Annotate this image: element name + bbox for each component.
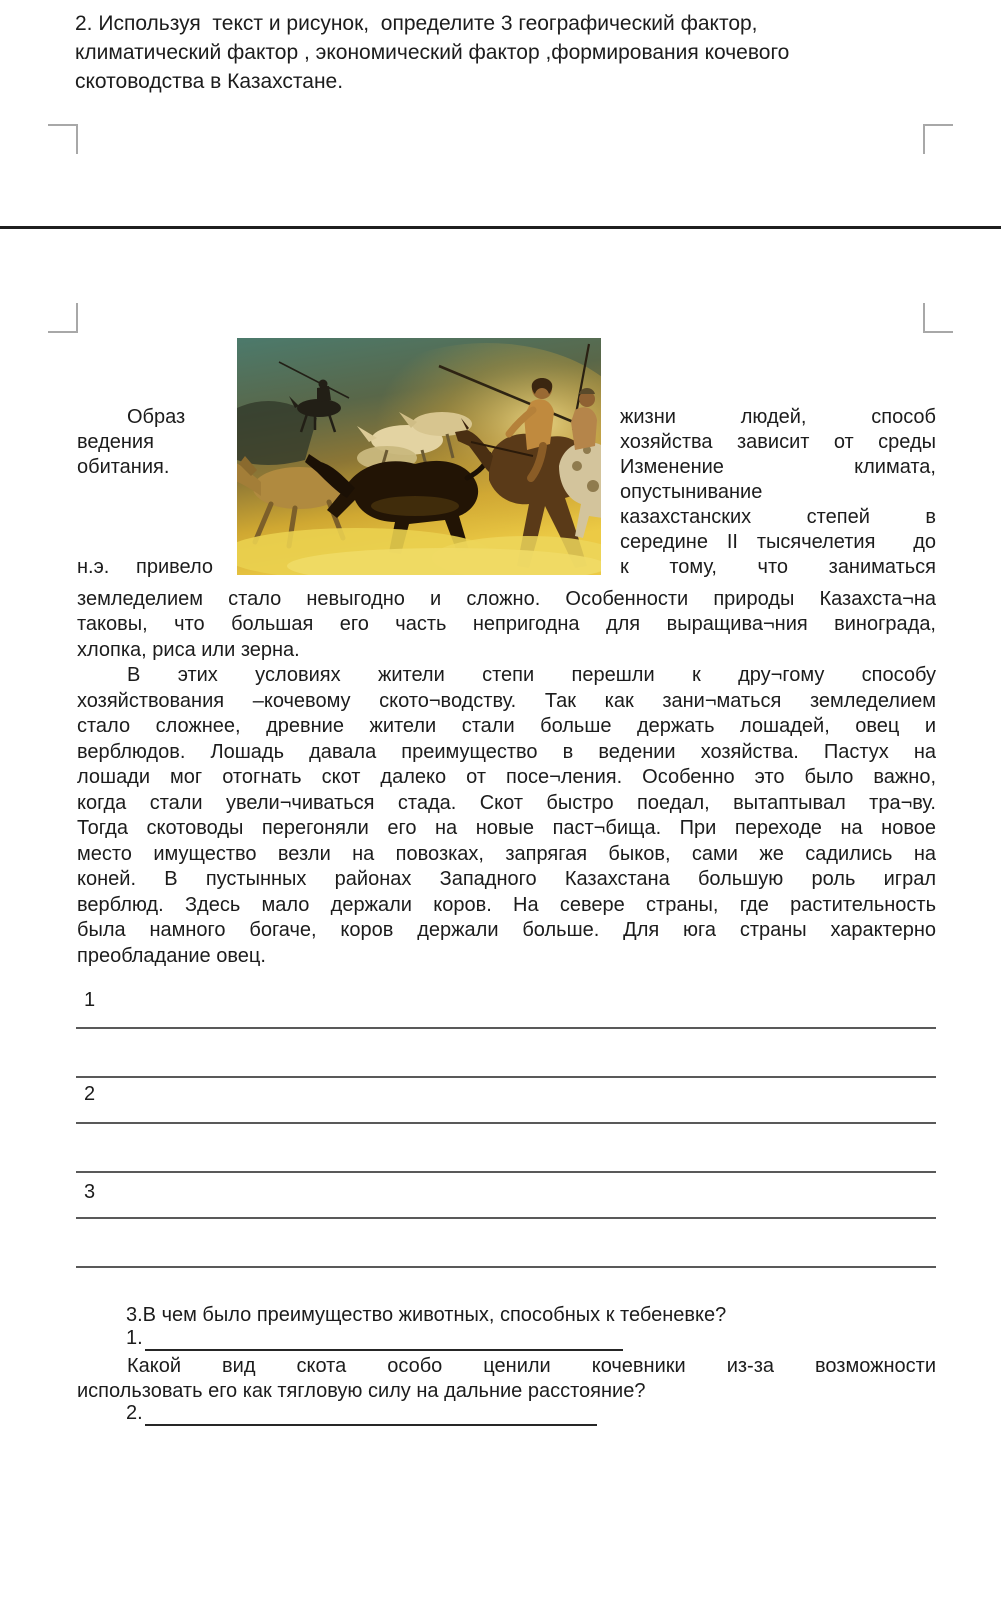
page-corner-mark <box>48 303 78 333</box>
nomad-horsemen-painting <box>237 338 601 575</box>
page-corner-mark <box>48 124 78 154</box>
paragraph-line: жизни людей, способ <box>620 406 936 428</box>
answer-blank-row-2 <box>126 1401 597 1426</box>
question-3-followup-line: Какой вид скота особо ценили кочевники из-за возможности <box>127 1355 936 1377</box>
page-corner-mark <box>923 303 953 333</box>
answer-ruled-line <box>76 1076 936 1078</box>
answer-number-2: 2 <box>84 1083 96 1105</box>
answer-blank-row-1 <box>126 1326 623 1351</box>
paragraph-line: В этих условиях жители степи перешли к дру¬гому способу <box>127 664 936 686</box>
paragraph-line: лошади мог отогнать скот далеко от посе¬ления. Особенно это было важно, <box>77 766 936 788</box>
paragraph-line: хозяйства зависит от среды <box>620 431 936 453</box>
answer-ruled-line <box>76 1217 936 1219</box>
answer-number-1: 1 <box>84 989 96 1011</box>
paragraph-line: верблюдов. Лошадь давала преимущество в ведении хозяйства. Пастух на <box>77 741 936 763</box>
paragraph-line: ведения <box>77 431 154 453</box>
paragraph-line: Изменение климата, <box>620 456 936 478</box>
paragraph-line: к тому, что заниматься <box>620 556 936 578</box>
paragraph-line: коней. В пустынных районах Западного Казахстана большую роль играл <box>77 868 936 890</box>
paragraph-line: верблюд. Здесь мало держали коров. На севере страны, где растительность <box>77 894 936 916</box>
question-3-followup-line: использовать его как тягловую силу на дальние расстояние? <box>77 1380 646 1402</box>
paragraph-line: обитания. <box>77 456 170 478</box>
answer-ruled-line <box>76 1266 936 1268</box>
blank-1-underline <box>145 1329 623 1351</box>
paragraph-line: казахстанских степей в <box>620 506 936 528</box>
paragraph-line: место имущество везли на повозках, запрягая быков, сами же садились на <box>77 843 936 865</box>
paragraph-line: преобладание овец. <box>77 945 266 967</box>
paragraph-line: земледелием стало невыгодно и сложно. Особенности природы Казахста¬на <box>77 588 936 610</box>
paragraph-line: опустынивание <box>620 481 763 503</box>
page-corner-mark <box>923 124 953 154</box>
task-title-line: климатический фактор , экономический фактор ,формирования кочевого <box>75 41 790 64</box>
paragraph-line: таковы, что большая его часть непригодна для выращива¬ния винограда, <box>77 613 936 635</box>
page-break-line <box>0 226 1001 229</box>
paragraph-line: Тогда скотоводы перегоняли его на новые паст¬бища. При переходе на новое <box>77 817 936 839</box>
answer-number-3: 3 <box>84 1181 96 1203</box>
paragraph-line: н.э. привело <box>77 556 213 578</box>
blank-2-label: 2. <box>126 1402 143 1424</box>
answer-ruled-line <box>76 1027 936 1029</box>
paragraph-line: была намного богаче, коров держали больше. Для юга страны характерно <box>77 919 936 941</box>
answer-ruled-line <box>76 1171 936 1173</box>
blank-1-label: 1. <box>126 1327 143 1349</box>
paragraph-line: хозяйствования –кочевому ското¬водству. Так как зани¬маться земледелием <box>77 690 936 712</box>
paragraph-line: стало сложнее, древние жители стали больше держать лошадей, овец и <box>77 715 936 737</box>
paragraph-line: когда стали увели¬чиваться стада. Скот быстро поедал, вытаптывал тра¬ву. <box>77 792 936 814</box>
paragraph-line: середине II тысячелетия до <box>620 531 936 553</box>
paragraph-line: Образ <box>127 406 186 428</box>
blank-2-underline <box>145 1404 597 1426</box>
question-3-text: 3.В чем было преимущество животных, способных к тебеневке? <box>126 1304 727 1326</box>
answer-ruled-line <box>76 1122 936 1124</box>
task-title-line: 2. Используя текст и рисунок, определите 3 географический фактор, <box>75 12 758 35</box>
task-title-line: скотоводства в Казахстане. <box>75 70 344 93</box>
paragraph-line: хлопка, риса или зерна. <box>77 639 300 661</box>
